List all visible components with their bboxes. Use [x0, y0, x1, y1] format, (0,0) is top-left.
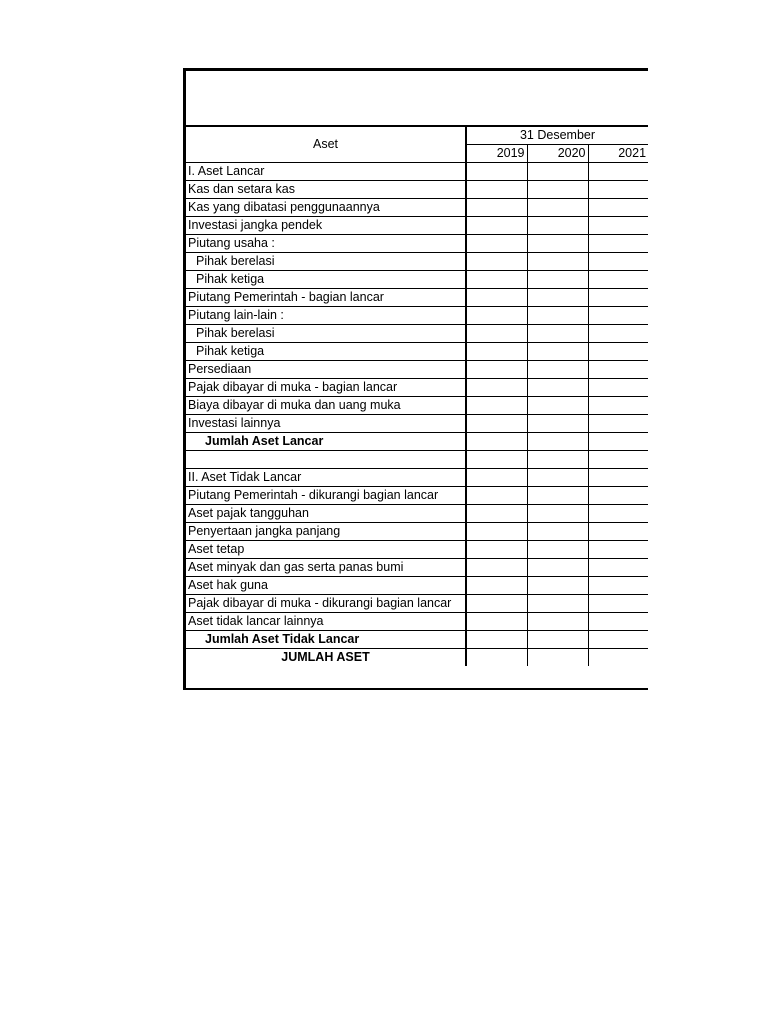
- value-cell[interactable]: [466, 576, 527, 594]
- value-cell[interactable]: [527, 361, 588, 379]
- table-row: [186, 612, 648, 630]
- value-cell[interactable]: [588, 307, 648, 325]
- subtotal-label: Jumlah Aset Tidak Lancar: [186, 630, 466, 648]
- value-cell[interactable]: [466, 199, 527, 217]
- table-row: [186, 540, 648, 558]
- table-row: [186, 235, 648, 253]
- value-cell[interactable]: [588, 199, 648, 217]
- table-row: [186, 397, 648, 415]
- value-cell[interactable]: [588, 433, 648, 451]
- row-label: Pihak berelasi: [186, 325, 466, 343]
- balance-sheet: [183, 68, 648, 690]
- value-cell[interactable]: [527, 307, 588, 325]
- value-cell[interactable]: [466, 181, 527, 199]
- value-cell[interactable]: [527, 648, 588, 666]
- value-cell[interactable]: [527, 235, 588, 253]
- value-cell[interactable]: [466, 271, 527, 289]
- title-area: [186, 71, 648, 127]
- value-cell[interactable]: [588, 451, 648, 469]
- value-cell[interactable]: [527, 199, 588, 217]
- value-cell[interactable]: [466, 307, 527, 325]
- value-cell[interactable]: [466, 630, 527, 648]
- row-label: Pihak ketiga: [186, 271, 466, 289]
- value-cell[interactable]: [588, 612, 648, 630]
- value-cell[interactable]: [466, 451, 527, 469]
- row-label: Investasi jangka pendek: [186, 217, 466, 235]
- value-cell[interactable]: [466, 648, 527, 666]
- value-cell[interactable]: [588, 397, 648, 415]
- value-cell[interactable]: [588, 379, 648, 397]
- value-cell[interactable]: [527, 594, 588, 612]
- row-label: Investasi lainnya: [186, 415, 466, 433]
- subtotal-row: [186, 630, 648, 648]
- value-cell[interactable]: [527, 451, 588, 469]
- value-cell[interactable]: [527, 558, 588, 576]
- table-row: [186, 576, 648, 594]
- value-cell[interactable]: [588, 181, 648, 199]
- table-row: [186, 486, 648, 504]
- value-cell[interactable]: [527, 504, 588, 522]
- value-cell[interactable]: [466, 163, 527, 181]
- value-cell[interactable]: [588, 558, 648, 576]
- value-cell[interactable]: [527, 612, 588, 630]
- row-label: Persediaan: [186, 361, 466, 379]
- value-cell[interactable]: [588, 253, 648, 271]
- year-header-2020: 2020: [527, 145, 588, 163]
- table-row: [186, 199, 648, 217]
- value-cell[interactable]: [588, 468, 648, 486]
- value-cell[interactable]: [466, 540, 527, 558]
- value-cell[interactable]: [527, 181, 588, 199]
- table-row: [186, 253, 648, 271]
- value-cell[interactable]: [466, 253, 527, 271]
- value-cell[interactable]: [588, 343, 648, 361]
- value-cell[interactable]: [527, 522, 588, 540]
- value-cell[interactable]: [588, 540, 648, 558]
- value-cell[interactable]: [588, 522, 648, 540]
- value-cell[interactable]: [588, 217, 648, 235]
- row-label: Kas yang dibatasi penggunaannya: [186, 199, 466, 217]
- value-cell[interactable]: [466, 504, 527, 522]
- grand-total-label: JUMLAH ASET: [186, 648, 466, 666]
- table-row: [186, 558, 648, 576]
- value-cell[interactable]: [466, 361, 527, 379]
- value-cell[interactable]: [466, 558, 527, 576]
- table-row: [186, 217, 648, 235]
- value-cell[interactable]: [466, 379, 527, 397]
- value-cell[interactable]: [588, 325, 648, 343]
- year-header-2021: 2021: [588, 145, 648, 163]
- value-cell[interactable]: [527, 253, 588, 271]
- value-cell[interactable]: [527, 486, 588, 504]
- value-cell[interactable]: [466, 612, 527, 630]
- table-row: [186, 361, 648, 379]
- table-row: [186, 379, 648, 397]
- value-cell[interactable]: [588, 594, 648, 612]
- table-row: [186, 289, 648, 307]
- table-row: [186, 522, 648, 540]
- value-cell[interactable]: [466, 522, 527, 540]
- value-cell[interactable]: [466, 594, 527, 612]
- value-cell[interactable]: [466, 486, 527, 504]
- value-cell[interactable]: [527, 433, 588, 451]
- value-cell[interactable]: [527, 343, 588, 361]
- table-row: [186, 163, 648, 181]
- value-cell[interactable]: [588, 235, 648, 253]
- value-cell[interactable]: [588, 289, 648, 307]
- value-cell[interactable]: [527, 379, 588, 397]
- value-cell[interactable]: [527, 163, 588, 181]
- table-row: [186, 468, 648, 486]
- value-cell[interactable]: [527, 217, 588, 235]
- row-label: Kas dan setara kas: [186, 181, 466, 199]
- table-row: [186, 504, 648, 522]
- value-cell[interactable]: [466, 325, 527, 343]
- value-cell[interactable]: [527, 540, 588, 558]
- subtotal-label: Jumlah Aset Lancar: [186, 433, 466, 451]
- table-row: [186, 451, 648, 469]
- value-cell[interactable]: [466, 235, 527, 253]
- asset-column-header: Aset: [186, 127, 466, 163]
- row-label: Aset minyak dan gas serta panas bumi: [186, 558, 466, 576]
- row-label: Piutang lain-lain :: [186, 307, 466, 325]
- table-row: [186, 415, 648, 433]
- row-label: Biaya dibayar di muka dan uang muka: [186, 397, 466, 415]
- value-cell[interactable]: [588, 576, 648, 594]
- value-cell[interactable]: [527, 415, 588, 433]
- value-cell[interactable]: [527, 325, 588, 343]
- value-cell[interactable]: [466, 217, 527, 235]
- year-header-2019: 2019: [466, 145, 527, 163]
- row-label: Aset tetap: [186, 540, 466, 558]
- table-row: [186, 271, 648, 289]
- value-cell[interactable]: [588, 271, 648, 289]
- value-cell[interactable]: [527, 289, 588, 307]
- table-row: [186, 343, 648, 361]
- row-label: Piutang usaha :: [186, 235, 466, 253]
- table-row: [186, 307, 648, 325]
- value-cell[interactable]: [466, 289, 527, 307]
- subtotal-row: [186, 433, 648, 451]
- period-header: 31 Desember: [466, 127, 648, 145]
- value-cell[interactable]: [588, 486, 648, 504]
- row-label: Piutang Pemerintah - bagian lancar: [186, 289, 466, 307]
- value-cell[interactable]: [588, 415, 648, 433]
- value-cell[interactable]: [527, 468, 588, 486]
- value-cell[interactable]: [466, 468, 527, 486]
- value-cell[interactable]: [588, 504, 648, 522]
- value-cell[interactable]: [588, 361, 648, 379]
- row-label: Penyertaan jangka panjang: [186, 522, 466, 540]
- value-cell[interactable]: [588, 648, 648, 666]
- row-label: I. Aset Lancar: [186, 163, 466, 181]
- row-label: Pajak dibayar di muka - dikurangi bagian lancar: [186, 594, 466, 612]
- row-label: Pihak berelasi: [186, 253, 466, 271]
- value-cell[interactable]: [527, 630, 588, 648]
- table-row: [186, 325, 648, 343]
- row-label: Pihak ketiga: [186, 343, 466, 361]
- value-cell[interactable]: [588, 163, 648, 181]
- row-label: Aset pajak tangguhan: [186, 504, 466, 522]
- row-label: Pajak dibayar di muka - bagian lancar: [186, 379, 466, 397]
- row-label: Aset tidak lancar lainnya: [186, 612, 466, 630]
- value-cell[interactable]: [588, 630, 648, 648]
- value-cell[interactable]: [527, 271, 588, 289]
- row-label: II. Aset Tidak Lancar: [186, 468, 466, 486]
- table-row: [186, 594, 648, 612]
- grand-total-row: [186, 648, 648, 666]
- table-row: [186, 181, 648, 199]
- value-cell[interactable]: [527, 397, 588, 415]
- value-cell[interactable]: [527, 576, 588, 594]
- row-label: Aset hak guna: [186, 576, 466, 594]
- row-label: [186, 451, 466, 469]
- value-cell[interactable]: [466, 415, 527, 433]
- value-cell[interactable]: [466, 343, 527, 361]
- asset-table: [186, 127, 648, 666]
- row-label: Piutang Pemerintah - dikurangi bagian lancar: [186, 486, 466, 504]
- value-cell[interactable]: [466, 397, 527, 415]
- value-cell[interactable]: [466, 433, 527, 451]
